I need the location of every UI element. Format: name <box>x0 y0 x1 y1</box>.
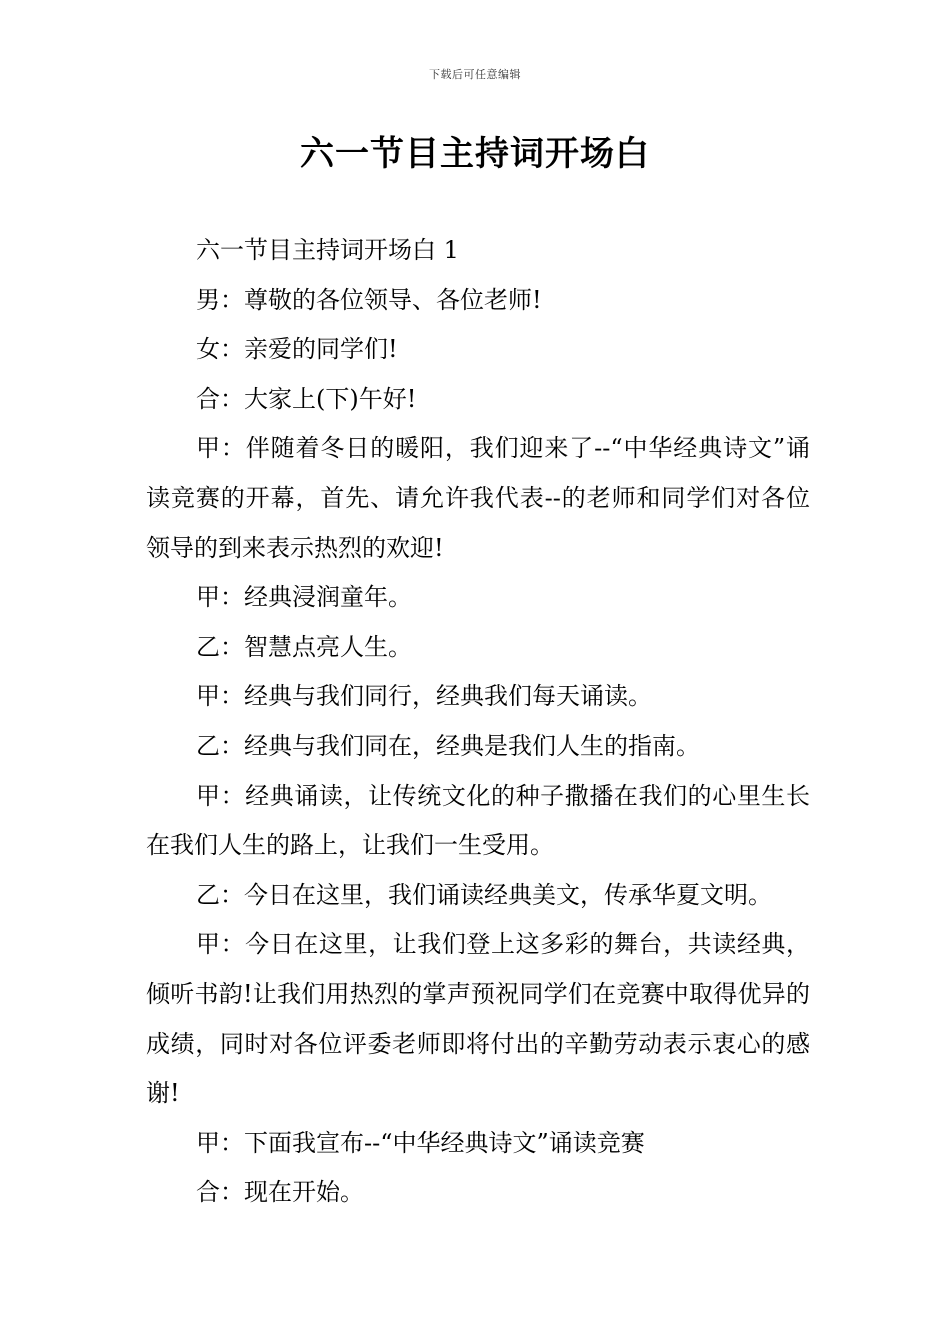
paragraph: 乙：今日在这里，我们诵读经典美文，传承华夏文明。 <box>196 880 772 909</box>
paragraph: 甲：经典与我们同行，经典我们每天诵读。 <box>196 682 652 711</box>
paragraph: 甲：下面我宣布--“中华经典诗文”诵读竞赛 <box>196 1128 645 1157</box>
paragraph: 女：亲爱的同学们! <box>196 335 398 364</box>
paragraph: 男：尊敬的各位领导、各位老师! <box>196 285 542 314</box>
paragraph-heading: 六一节目主持词开场白 1 <box>196 236 459 264</box>
header-note: 下载后可任意编辑 <box>429 68 521 81</box>
paragraph: 甲：伴随着冬日的暖阳，我们迎来了--“中华经典诗文”诵读竞赛的开幕，首先、请允许我代表--的老师和同学们对各位领导的到来表示热烈的欢迎! <box>146 434 810 562</box>
paragraph: 合：现在开始。 <box>196 1178 364 1207</box>
document-body <box>146 226 810 1218</box>
paragraph: 甲：经典浸润童年。 <box>196 583 412 612</box>
paragraph: 乙：智慧点亮人生。 <box>196 632 412 661</box>
paragraph: 甲：今日在这里，让我们登上这多彩的舞台，共读经典，倾听书韵!让我们用热烈的掌声预祝同学们在竞赛中取得优异的成绩，同时对各位评委老师即将付出的辛勤劳动表示衷心的感谢! <box>146 930 810 1108</box>
paragraph: 甲：经典诵读，让传统文化的种子撒播在我们的心里生长在我们人生的路上，让我们一生受用。 <box>146 781 810 860</box>
paragraph: 乙：经典与我们同在，经典是我们人生的指南。 <box>196 731 700 760</box>
document-title: 六一节目主持词开场白 <box>300 134 650 174</box>
paragraph: 合：大家上(下)午好! <box>196 384 417 413</box>
